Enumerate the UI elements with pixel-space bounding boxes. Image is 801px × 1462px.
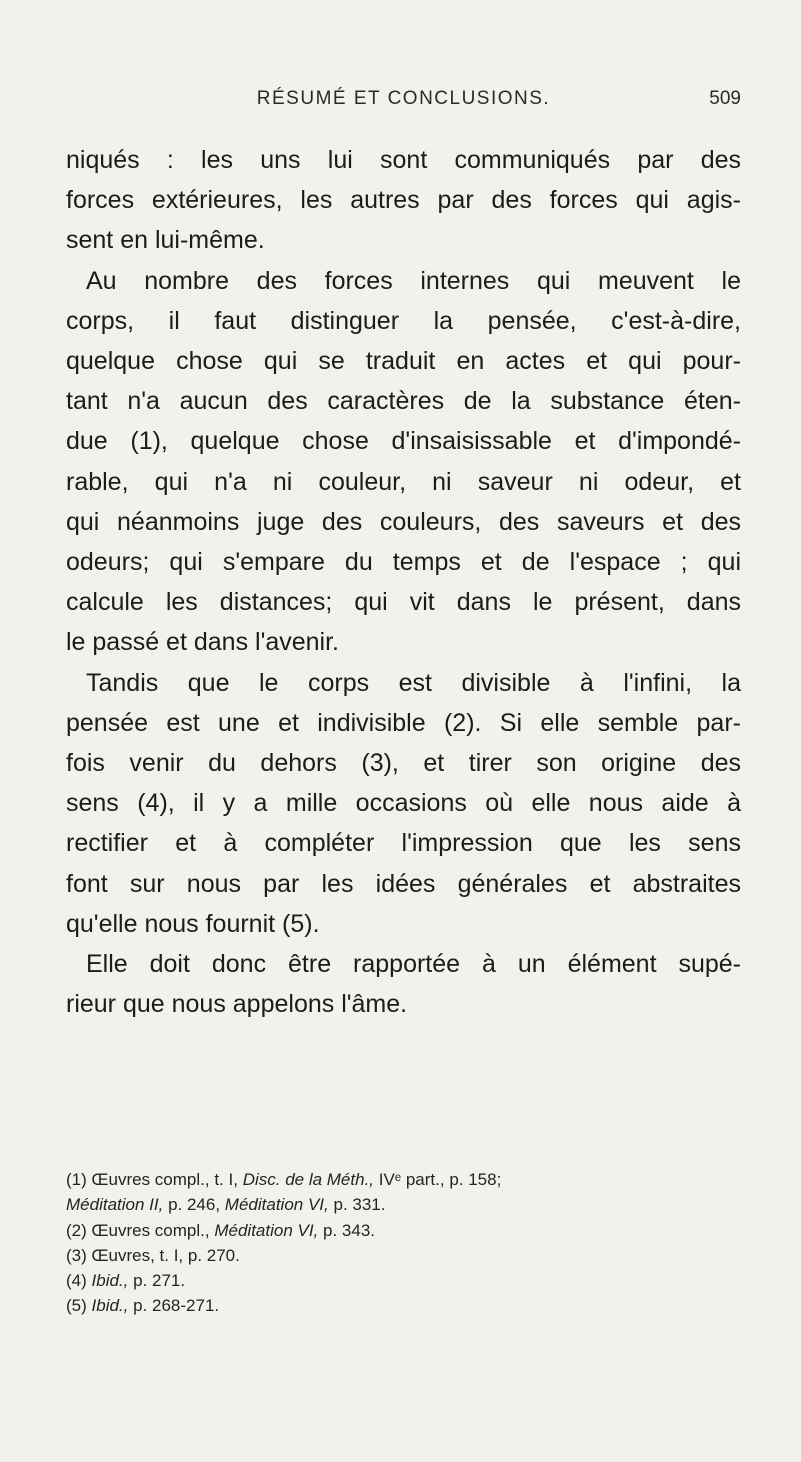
page-number: 509	[709, 88, 741, 109]
running-header	[66, 88, 741, 114]
text-line: niqués : les uns lui sont communiqués par des	[66, 146, 741, 174]
text-line: qui néanmoins juge des couleurs, des saveurs et des	[66, 507, 741, 536]
footnote-title: Méditation VI,	[224, 1195, 329, 1215]
footnote-3	[66, 1243, 746, 1268]
footnote-text: p. 268-271.	[133, 1296, 220, 1316]
footnote-title: Ibid.,	[91, 1271, 129, 1291]
footnote-text: p. 331.	[333, 1195, 386, 1215]
text-line: fois venir du dehors (3), et tirer son origine des	[66, 749, 741, 778]
footnote-marker: (5)	[66, 1296, 87, 1316]
running-header-title: RÉSUMÉ ET CONCLUSIONS.	[256, 88, 551, 109]
footnote-title: Ibid.,	[91, 1296, 129, 1316]
footnote-title: Méditation II,	[66, 1195, 164, 1215]
text-line: rieur que nous appelons l'âme.	[66, 990, 408, 1019]
text-line: pensée est une et indivisible (2). Si elle semble par-	[66, 708, 741, 737]
text-line: quelque chose qui se traduit en actes et qui pour-	[66, 347, 741, 376]
text-line: le passé et dans l'avenir.	[66, 628, 339, 657]
text-line: due (1), quelque chose d'insaisissable et d'impondé-	[66, 427, 741, 456]
text-line: corps, il faut distinguer la pensée, c'est-à-dire,	[66, 306, 741, 335]
footnotes	[66, 1167, 746, 1319]
footnote-text: p. 246,	[168, 1195, 221, 1215]
text-line: sens (4), il y a mille occasions où elle nous aide à	[66, 789, 741, 818]
footnote-1-continued	[66, 1192, 746, 1217]
footnote-2	[66, 1218, 746, 1243]
footnote-text: Œuvres, t. I, p. 270.	[91, 1245, 240, 1265]
footnote-text: Œuvres compl., t. I,	[91, 1170, 238, 1189]
text-line: calcule les distances; qui vit dans le présent, dans	[66, 588, 741, 617]
text-line: qu'elle nous fournit (5).	[66, 909, 320, 938]
footnote-text: Œuvres compl.,	[91, 1220, 210, 1240]
footnote-text: p. 343.	[323, 1220, 376, 1240]
footnote-marker: (1)	[66, 1170, 87, 1189]
text-line: forces extérieures, les autres par des forces qui agis-	[66, 186, 741, 215]
footnote-1	[66, 1167, 746, 1192]
text-line: font sur nous par les idées générales et abstraites	[66, 869, 741, 898]
text-line: Elle doit donc être rapportée à un élément supé-	[86, 950, 741, 979]
footnote-4	[66, 1268, 746, 1293]
footnote-text: p. 271.	[133, 1271, 186, 1291]
text-line: Au nombre des forces internes qui meuvent le	[86, 266, 741, 295]
text-line: rectifier et à compléter l'impression que les sens	[66, 829, 741, 858]
footnote-title: Méditation VI,	[214, 1220, 319, 1240]
text-line: Tandis que le corps est divisible à l'infini, la	[86, 668, 741, 697]
text-line: sent en lui-même.	[66, 226, 265, 255]
text-line: tant n'a aucun des caractères de la substance éten-	[66, 387, 741, 416]
footnote-title: Disc. de la Méth.,	[242, 1170, 375, 1189]
footnote-5	[66, 1293, 746, 1318]
footnote-text: IVᵉ part., p. 158;	[378, 1170, 502, 1189]
text-line: rable, qui n'a ni couleur, ni saveur ni odeur, et	[66, 467, 741, 496]
footnote-marker: (4)	[66, 1271, 87, 1291]
footnote-marker: (3)	[66, 1245, 87, 1265]
body-text	[66, 140, 741, 1024]
footnote-marker: (2)	[66, 1220, 87, 1240]
text-line: odeurs; qui s'empare du temps et de l'espace ; qui	[66, 548, 741, 577]
